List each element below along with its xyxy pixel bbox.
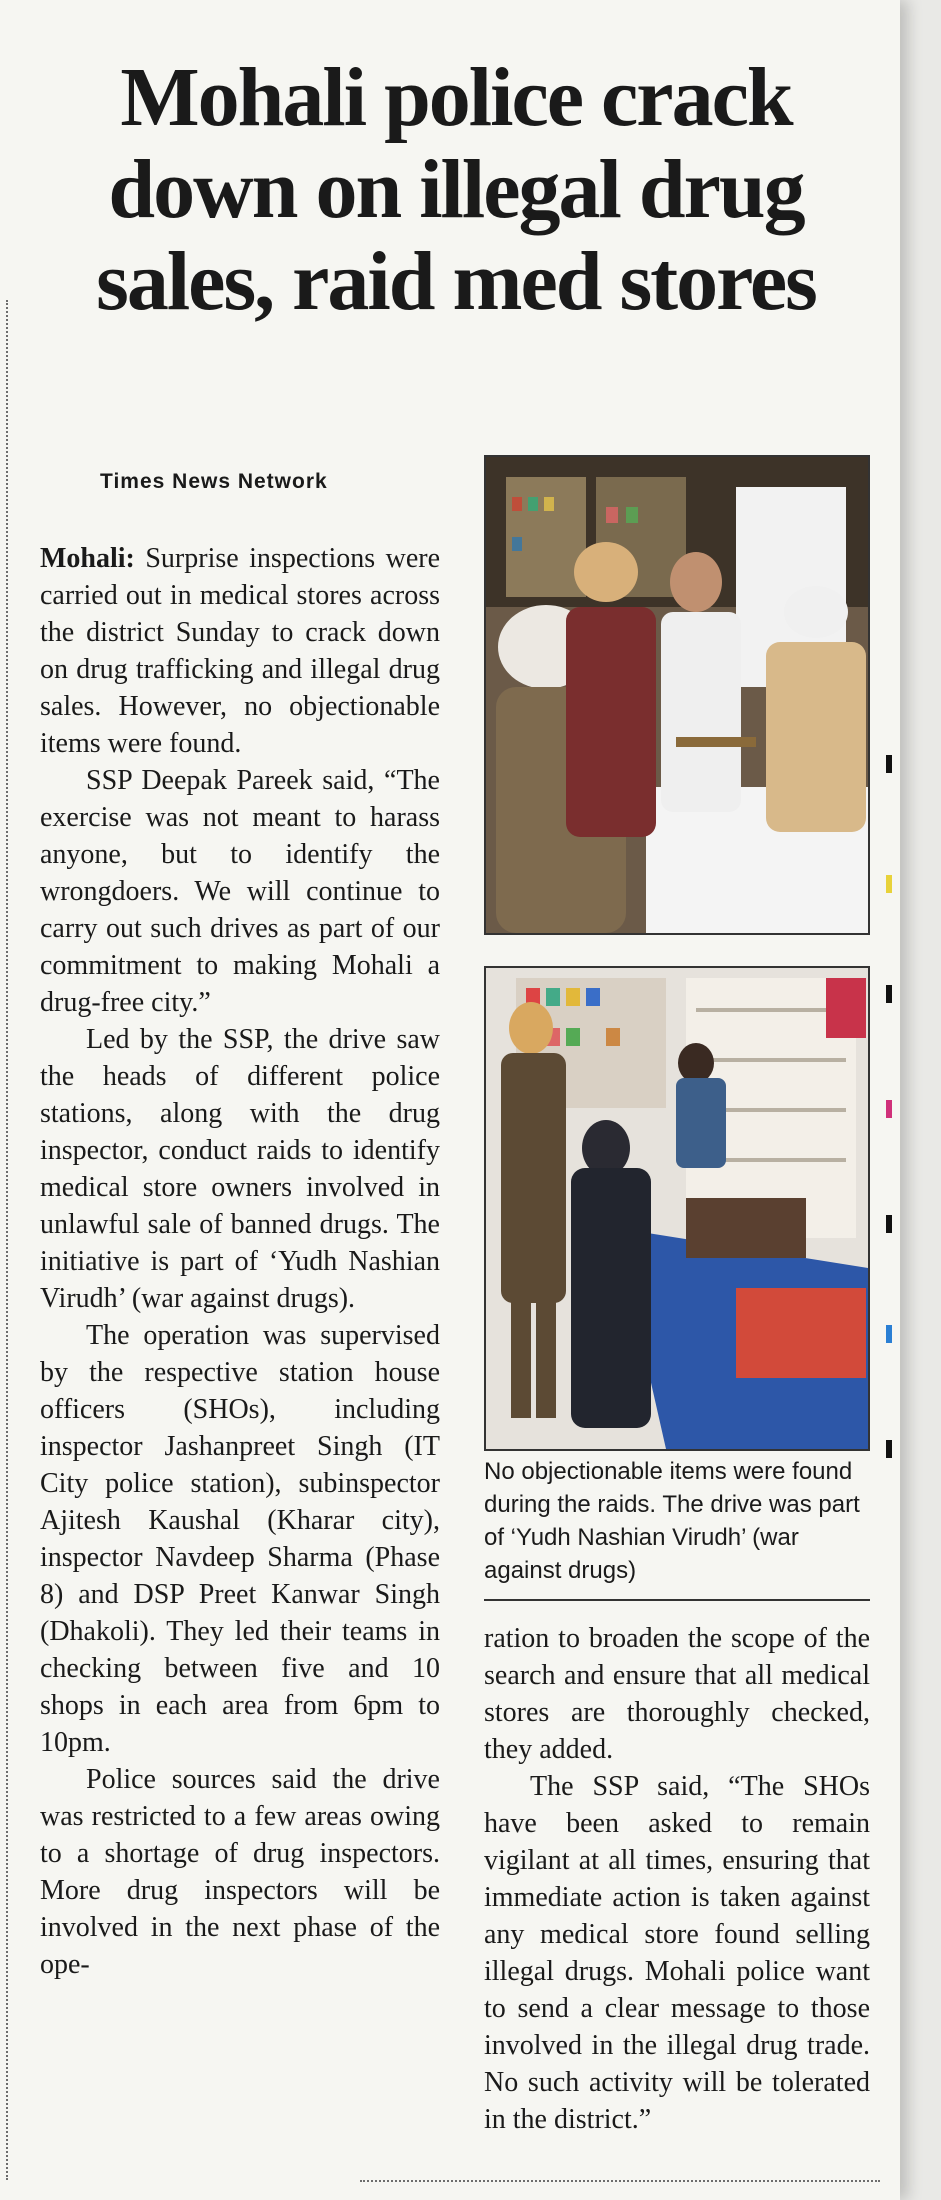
registration-mark [886,1325,892,1343]
paragraph-4: The operation was supervised by the respective station house officers (SHOs), including inspector Jashanpreet Singh (IT City police station), subinspector Ajitesh Kaushal (Kharar city), inspector Navdeep Sharma (Phase 8) and DSP Preet Kanwar Singh (Dhakoli). They led their teams in checking between five and 10 shops in each area from 6pm to 10pm. [40,1320,440,1758]
byline-text: Times News Network [100,470,328,493]
photo-store-inspection-illustration [486,457,868,933]
registration-mark [886,985,892,1003]
dotted-border-bottom [360,2180,880,2182]
dateline: Mohali: [40,543,135,574]
article-column-left [40,540,440,1983]
registration-mark [886,1215,892,1233]
photo-store-inspection [484,455,870,935]
photo-pharmacy-counter [484,966,870,1451]
registration-mark [886,1440,892,1458]
byline [100,470,328,494]
paragraph-2: SSP Deepak Pareek said, “The exercise was not meant to harass anyone, but to identify the wrongdoers. We will continue to carry out such drives as part of our commitment to making Mohali a drug-free city.” [40,765,440,1018]
article-column-right [484,1620,870,2138]
paragraph-3: Led by the SSP, the drive saw the heads of different police stations, along with the drug inspector, conduct raids to identify medical store owners involved in unlawful sale of banned drugs. The initiative is part of ‘Yudh Nashian Virudh’ (war against drugs). [40,1024,440,1314]
registration-mark [886,755,892,773]
paragraph-1 [40,540,440,762]
registration-mark [886,1100,892,1118]
paragraph-6: ration to broaden the scope of the search and ensure that all medical stores are thoroughly checked, they added. [484,1623,870,1765]
photo-pharmacy-counter-illustration [486,968,868,1449]
photo-caption: No objectionable items were found during the raids. The drive was part of ‘Yudh Nashian Virudh’ (war against drugs) [484,1455,870,1601]
headline: Mohali police crack down on illegal drug sales, raid med stores [96,51,816,328]
registration-mark [886,875,892,893]
paragraph-1-text: Surprise inspections were carried out in medical stores across the district Sunday to crack down on drug trafficking and illegal drug sales. However, no objectionable items were found. [40,543,440,759]
dotted-border-left [6,300,8,2180]
paragraph-5: Police sources said the drive was restricted to a few areas owing to a shortage of drug inspectors. More drug inspectors will be involved in the next phase of the ope- [40,1764,440,1980]
paragraph-7: The SSP said, “The SHOs have been asked to remain vigilant at all times, ensuring that immediate action is taken against any medical store found selling illegal drugs. Mohali police want to send a clear message to those involved in the illegal drug trade. No such activity will be tolerated in the district.” [484,1771,870,2135]
